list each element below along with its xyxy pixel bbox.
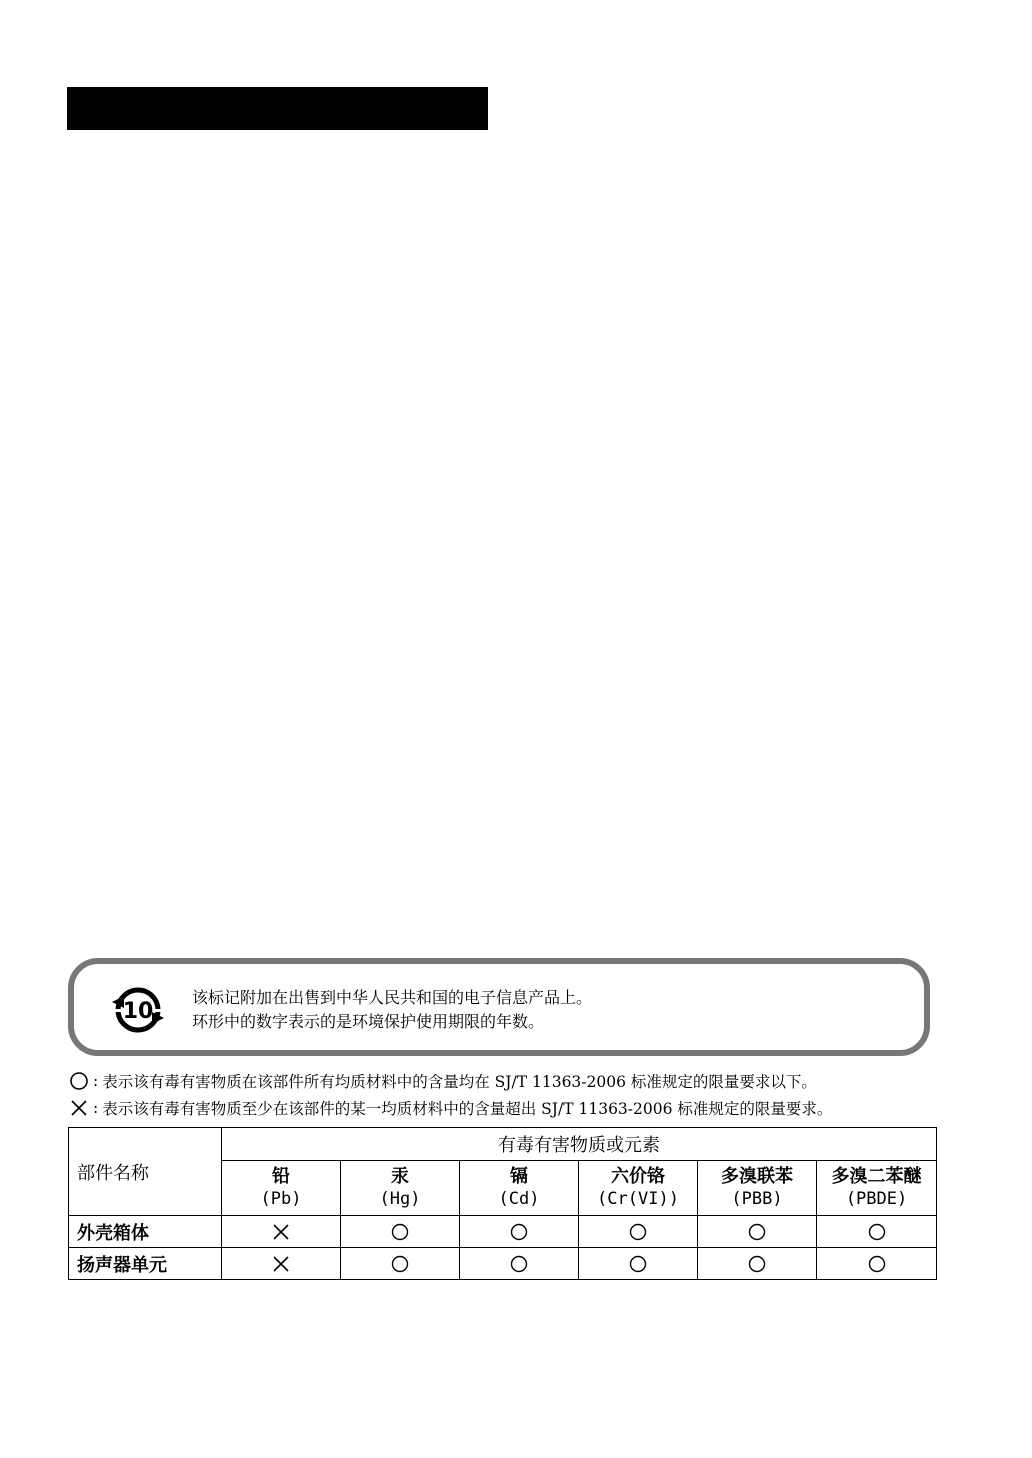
notice-text <box>192 986 592 1034</box>
column-header-cr6: 六价铬 (Cr(VI)) <box>579 1161 698 1216</box>
substance-mark-cell <box>698 1216 817 1248</box>
hazardous-substances-table <box>68 1127 937 1280</box>
notice-line-2: 环形中的数字表示的是环境保护使用期限的年数。 <box>192 1012 545 1031</box>
legend-cross-colon: : <box>93 1099 99 1117</box>
substance-mark-cell <box>698 1248 817 1280</box>
part-name-cell: 扬声器单元 <box>69 1248 222 1280</box>
cross-icon <box>69 1098 89 1118</box>
circle-icon <box>391 1223 409 1241</box>
substance-mark-cell <box>817 1216 937 1248</box>
legend-circle-colon: : <box>93 1072 99 1090</box>
cross-icon <box>272 1223 290 1241</box>
column-header-pbde: 多溴二苯醚 (PBDE) <box>817 1161 937 1216</box>
circle-icon <box>748 1255 766 1273</box>
circle-icon <box>748 1223 766 1241</box>
efup-notice-box <box>68 958 930 1056</box>
circle-icon <box>868 1255 886 1273</box>
substance-mark-cell <box>341 1248 460 1280</box>
substance-mark-cell <box>579 1248 698 1280</box>
column-header-hg: 汞 (Hg) <box>341 1161 460 1216</box>
circle-icon <box>510 1223 528 1241</box>
substance-mark-cell <box>817 1248 937 1280</box>
circle-icon <box>629 1223 647 1241</box>
column-header-cd: 镉 (Cd) <box>460 1161 579 1216</box>
substance-group-header: 有毒有害物质或元素 <box>222 1128 937 1161</box>
efup-logo-number: 10 <box>122 999 154 1024</box>
circle-icon <box>391 1255 409 1273</box>
legend-circle-text: 表示该有毒有害物质在该部件所有均质材料中的含量均在 SJ/T 11363-2006 标准规定的限量要求以下。 <box>102 1073 817 1091</box>
substance-mark-cell <box>579 1216 698 1248</box>
legend-cross-text: 表示该有毒有害物质至少在该部件的某一均质材料中的含量超出 SJ/T 11363-2006 标准规定的限量要求。 <box>102 1100 833 1118</box>
circle-icon <box>69 1071 89 1091</box>
part-name-cell: 外壳箱体 <box>69 1216 222 1248</box>
substance-mark-cell <box>222 1248 341 1280</box>
redacted-header-bar <box>67 87 488 130</box>
substance-mark-cell <box>460 1216 579 1248</box>
part-name-header: 部件名称 <box>69 1128 222 1216</box>
substance-mark-cell <box>222 1216 341 1248</box>
legend-circle <box>69 1070 817 1092</box>
cross-icon <box>272 1255 290 1273</box>
table-row <box>69 1248 937 1280</box>
circle-icon <box>510 1255 528 1273</box>
column-header-pbb: 多溴联苯 (PBB) <box>698 1161 817 1216</box>
substance-mark-cell <box>460 1248 579 1280</box>
circle-icon <box>868 1223 886 1241</box>
legend-cross <box>69 1097 832 1119</box>
column-header-pb: 铅 (Pb) <box>222 1161 341 1216</box>
efup-10-logo-icon <box>110 982 166 1038</box>
substance-mark-cell <box>341 1216 460 1248</box>
notice-line-1: 该标记附加在出售到中华人民共和国的电子信息产品上。 <box>192 988 593 1007</box>
table-row <box>69 1216 937 1248</box>
circle-icon <box>629 1255 647 1273</box>
